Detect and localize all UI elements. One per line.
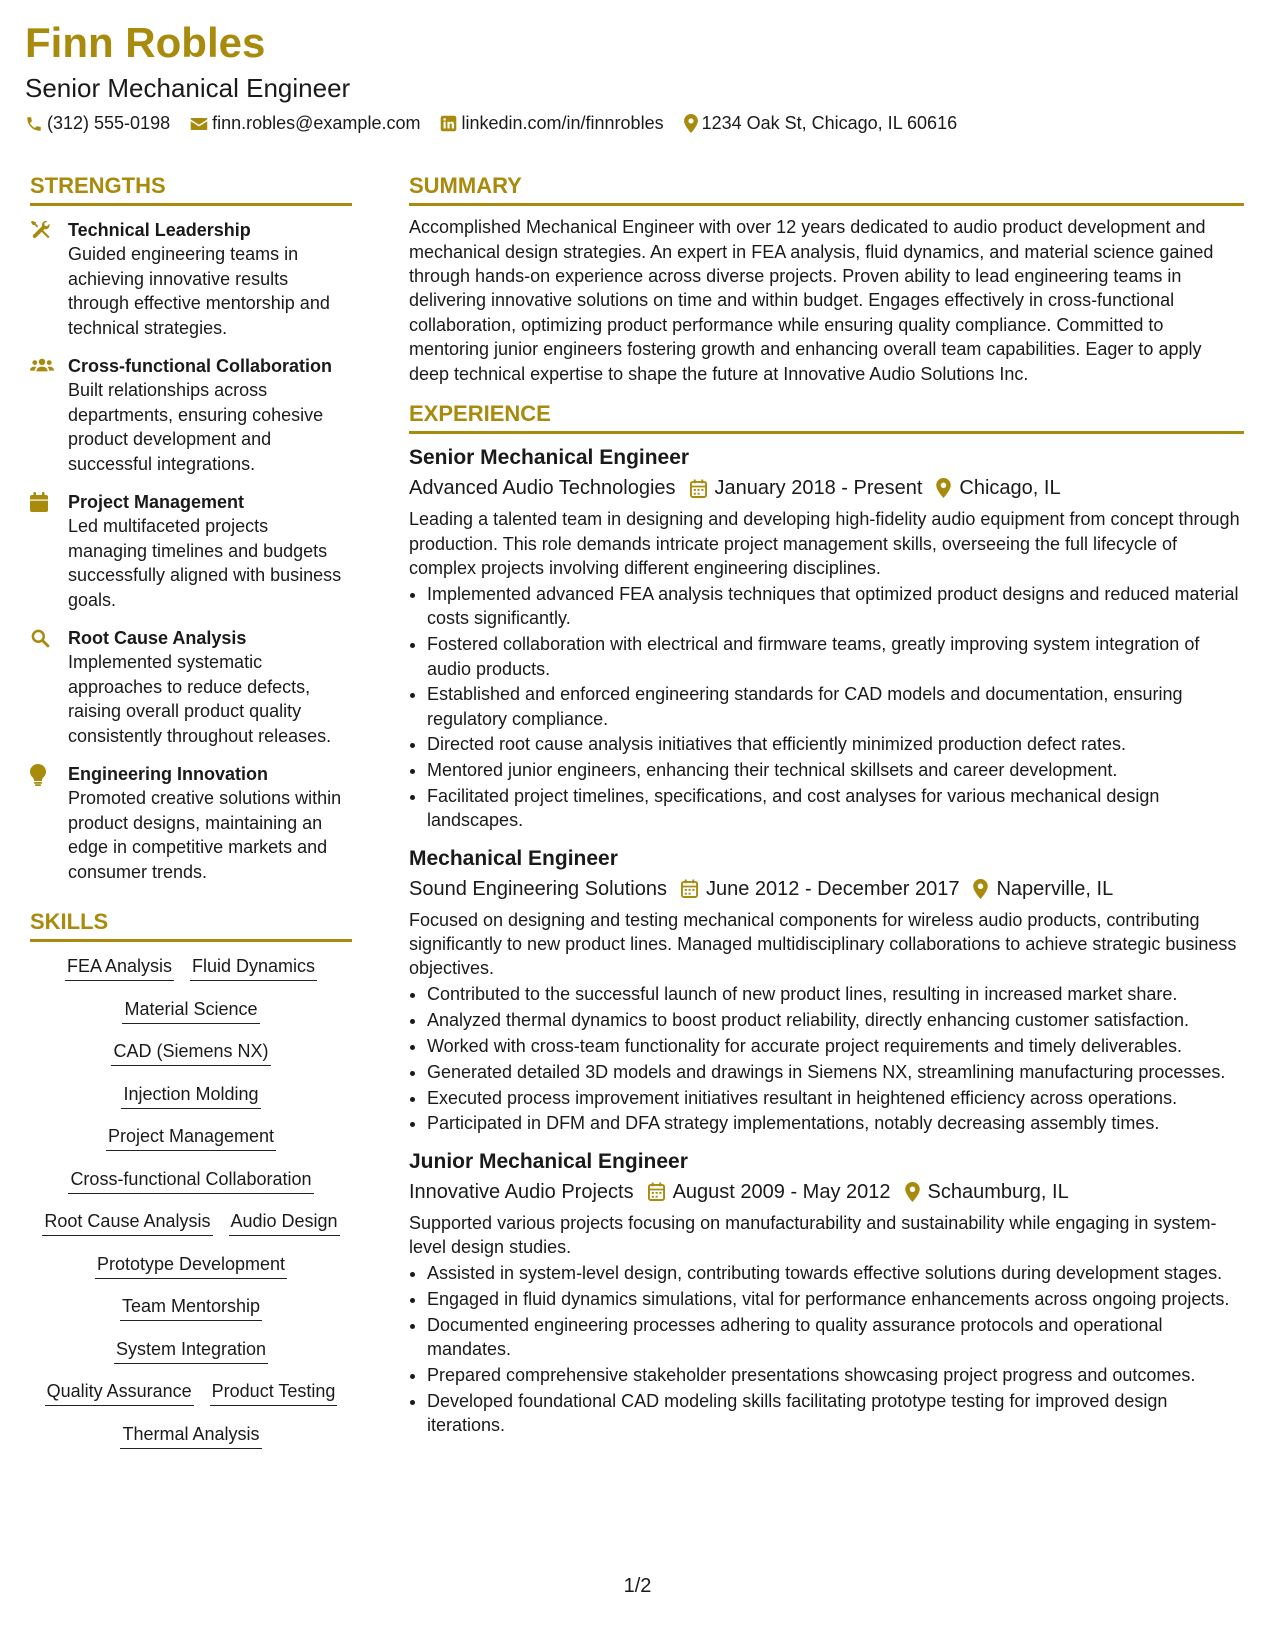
skill-tag: Material Science <box>122 997 259 1024</box>
job-location: Naperville, IL <box>996 877 1114 900</box>
skill-tag: Team Mentorship <box>120 1294 262 1321</box>
job-bullets <box>409 582 1244 832</box>
skill-tag: CAD (Siemens NX) <box>111 1039 270 1066</box>
bullet-item: • Analyzed thermal dynamics to boost product reliability, directly enhancing customer satisfaction. <box>427 1008 1244 1032</box>
skill-tag: System Integration <box>114 1337 268 1364</box>
job-bullets <box>409 1261 1244 1437</box>
search-icon <box>30 628 50 648</box>
bullet-item: • Mentored junior engineers, enhancing their technical skillsets and career development. <box>427 758 1244 782</box>
contact-address <box>684 113 958 134</box>
bullet-item: • Generated detailed 3D models and drawings in Siemens NX, streamlining manufacturing processes. <box>427 1060 1244 1084</box>
lightbulb-icon <box>30 764 46 786</box>
job-entry <box>409 444 1244 832</box>
summary-text: Accomplished Mechanical Engineer with over 12 years dedicated to audio product development and mechanical design strategies. An expert in FEA analysis, fluid dynamics, and material science gained through hands-on experience across diverse projects. Proven ability to lead engineering teams in delivering innovative solutions on time and within budget. Engages effectively in cross-functional collaboration, optimizing product performance while ensuring quality compliance. Committed to mentoring junior engineers fostering growth and enhancing overall team capabilities. Eager to apply deep technical expertise to shape the future at Innovative Audio Solutions Inc. <box>409 217 1214 384</box>
skill-row <box>98 1124 284 1151</box>
job-title: Junior Mechanical Engineer <box>409 1149 688 1173</box>
bullet-item: • Fostered collaboration with electrical and firmware teams, greatly improving system integration of audio products. <box>427 632 1244 681</box>
skill-tag: Root Cause Analysis <box>42 1209 212 1236</box>
skill-row <box>112 1294 270 1321</box>
envelope-icon <box>190 116 208 132</box>
strength-title: Project Management <box>68 492 245 513</box>
skill-tag: Audio Design <box>229 1209 340 1236</box>
strength-item <box>30 762 352 884</box>
job-dates: January 2018 - Present <box>714 477 923 500</box>
skill-row <box>106 1337 276 1364</box>
map-pin-icon <box>973 879 988 899</box>
tools-icon <box>30 220 50 240</box>
job-company: Advanced Audio Technologies <box>409 477 676 500</box>
bullet-item: • Developed foundational CAD modeling skills facilitating prototype testing for improved design iterations. <box>427 1389 1244 1438</box>
skill-row <box>113 1082 268 1109</box>
bullet-item: • Assisted in system-level design, contributing towards effective solutions during development stages. <box>427 1261 1244 1285</box>
job-description: Supported various projects focusing on manufacturability and sustainability while engaging in system-level design studies. <box>409 1212 1217 1258</box>
bullet-item: • Directed root cause analysis initiatives that efficiently minimized production defect rates. <box>427 732 1244 756</box>
bullet-item: • Implemented advanced FEA analysis techniques that optimized product designs and reduced material costs significantly. <box>427 582 1244 631</box>
contact-email[interactable] <box>190 113 420 134</box>
page-number: 1/2 <box>623 1575 652 1597</box>
email-text: finn.robles@example.com <box>212 113 421 133</box>
job-description: Leading a talented team in designing and developing high-fidelity audio equipment from concept through production. This role demands intricate project management skills, overseeing the full lifecycle of complex projects involving different engineering disciplines. <box>409 509 1240 578</box>
contact-bar <box>25 113 977 134</box>
skills-heading: SKILLS <box>30 910 352 942</box>
skill-tag: Cross-functional Collaboration <box>68 1167 313 1194</box>
skill-row <box>103 1039 278 1066</box>
strength-desc: Implemented systematic approaches to reduce defects, raising overall product quality consistently throughout releases. <box>68 652 332 746</box>
job-title: Senior Mechanical Engineer <box>409 446 690 470</box>
bullet-item: • Facilitated project timelines, specifications, and cost analyses for various mechanical design landscapes. <box>427 784 1244 833</box>
bullet-item: • Contributed to the successful launch of new product lines, resulting in increased market share. <box>427 982 1244 1006</box>
strengths-heading: STRENGTHS <box>30 174 352 206</box>
strength-item <box>30 354 352 476</box>
skill-tag: Project Management <box>106 1124 276 1151</box>
left-column <box>30 174 352 1464</box>
strength-desc: Built relationships across departments, ensuring cohesive product development and successful integrations. <box>68 380 324 474</box>
job-location: Chicago, IL <box>959 477 1061 500</box>
skill-tag: Product Testing <box>210 1379 338 1406</box>
skill-tag: Thermal Analysis <box>120 1422 261 1449</box>
skill-row <box>112 1422 269 1449</box>
job-dates: August 2009 - May 2012 <box>672 1180 891 1203</box>
job-company: Sound Engineering Solutions <box>409 877 667 900</box>
bullet-item: • Prepared comprehensive stakeholder presentations showcasing project progress and outcomes. <box>427 1363 1244 1387</box>
strength-item <box>30 218 352 340</box>
job-title: Mechanical Engineer <box>409 846 618 870</box>
job-entry <box>409 845 1244 1136</box>
calendar-icon <box>30 492 48 512</box>
skills-list <box>30 942 352 1464</box>
phone-icon <box>25 115 43 133</box>
job-dates: June 2012 - December 2017 <box>705 877 960 900</box>
bullet-item: • Established and enforced engineering standards for CAD models and documentation, ensuring regulatory compliance. <box>427 682 1244 731</box>
skill-row <box>87 1252 295 1279</box>
linkedin-text: linkedin.com/in/finnrobles <box>461 113 664 133</box>
job-meta <box>409 474 1244 502</box>
strength-desc: Led multifaceted projects managing timelines and budgets successfully aligned with business goals. <box>68 516 342 610</box>
job-entry <box>409 1148 1244 1438</box>
strength-desc: Guided engineering teams in achieving innovative results through effective mentorship and technical strategies. <box>68 244 330 338</box>
job-company: Innovative Audio Projects <box>409 1180 634 1203</box>
job-location: Schaumburg, IL <box>927 1180 1069 1203</box>
strength-item <box>30 626 352 748</box>
skill-tag: Prototype Development <box>95 1252 287 1279</box>
map-pin-icon <box>684 114 698 133</box>
bullet-item: • Documented engineering processes adhering to quality assurance protocols and operational mandates. <box>427 1313 1244 1362</box>
strength-title: Technical Leadership <box>68 220 251 241</box>
skill-tag: Fluid Dynamics <box>190 954 317 981</box>
strength-title: Engineering Innovation <box>68 764 269 785</box>
summary-heading: SUMMARY <box>409 174 1244 206</box>
job-meta <box>409 1178 1244 1206</box>
strength-desc: Promoted creative solutions within product designs, maintaining an edge in competitive markets and consumer trends. <box>68 788 342 882</box>
job-bullets <box>409 982 1244 1135</box>
bullet-item: • Worked with cross-team functionality for accurate project requirements and timely deliverables. <box>427 1034 1244 1058</box>
map-pin-icon <box>905 1182 920 1202</box>
experience-heading: EXPERIENCE <box>409 402 1244 434</box>
calendar-icon <box>690 479 707 498</box>
bullet-item: • Engaged in fluid dynamics simulations, vital for performance enhancements across ongoing projects. <box>427 1287 1244 1311</box>
contact-linkedin[interactable] <box>440 113 663 134</box>
calendar-icon <box>648 1182 665 1201</box>
phone-text: (312) 555-0198 <box>47 113 171 133</box>
strength-title: Root Cause Analysis <box>68 628 247 649</box>
skill-tag: FEA Analysis <box>65 954 174 981</box>
map-pin-icon <box>936 478 951 498</box>
address-text: 1234 Oak St, Chicago, IL 60616 <box>701 113 958 133</box>
job-meta <box>409 875 1244 903</box>
skill-row <box>34 1209 347 1236</box>
bullet-item: • Executed process improvement initiatives resultant in heightened efficiency across operations. <box>427 1086 1244 1110</box>
skill-row <box>60 1167 321 1194</box>
candidate-title: Senior Mechanical Engineer <box>25 73 351 103</box>
skill-tag: Quality Assurance <box>45 1379 194 1406</box>
calendar-icon <box>681 879 698 898</box>
strength-title: Cross-functional Collaboration <box>68 356 333 377</box>
users-icon <box>30 356 54 374</box>
skill-row <box>114 997 267 1024</box>
bullet-item: • Participated in DFM and DFA strategy implementations, notably decreasing assembly times. <box>427 1111 1244 1135</box>
contact-phone[interactable] <box>25 113 170 134</box>
skill-row <box>37 1379 346 1406</box>
strength-item <box>30 490 352 612</box>
linkedin-icon <box>440 115 457 132</box>
skill-row <box>57 954 325 981</box>
job-description: Focused on designing and testing mechanical components for wireless audio products, contributing significantly to new product lines. Managed multidisciplinary collaborations to achieve strategic business objectives. <box>409 909 1237 979</box>
right-column <box>409 174 1244 1439</box>
candidate-name: Finn Robles <box>25 19 266 66</box>
skill-tag: Injection Molding <box>121 1082 260 1109</box>
